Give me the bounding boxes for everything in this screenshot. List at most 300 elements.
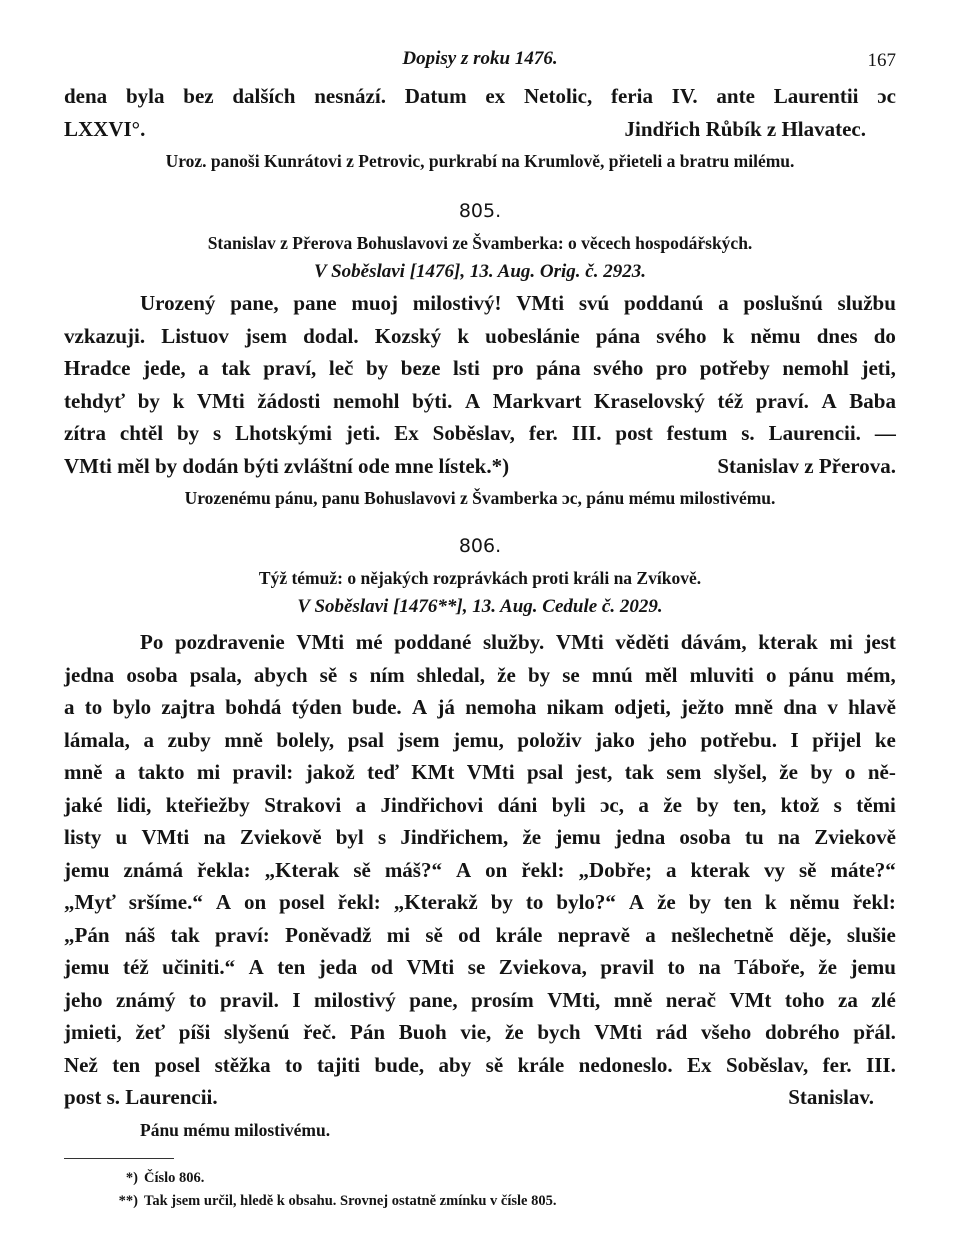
- text-line: [64, 385, 896, 418]
- word: slyšenú: [224, 1020, 290, 1044]
- word: němu: [750, 323, 801, 348]
- word: odjeti,: [614, 695, 671, 719]
- footnote: **) Tak jsem určil, hledě k obsahu. Srovnej ostatně zmínku v čísle 805.: [118, 1192, 557, 1209]
- word: mi: [829, 630, 853, 654]
- letter-number-805: 805.: [458, 200, 502, 222]
- word: jako: [595, 727, 635, 752]
- word: býti.: [412, 388, 453, 413]
- word: by: [490, 890, 513, 914]
- word: jedna: [64, 662, 115, 687]
- text-line: [64, 984, 896, 1017]
- word: Po: [140, 630, 164, 654]
- word: ɔc: [877, 84, 896, 108]
- word: Markvart: [492, 388, 582, 413]
- word: mé: [355, 630, 383, 654]
- word: službu: [837, 291, 896, 315]
- word: lámala,: [64, 727, 130, 752]
- word: a: [114, 760, 126, 784]
- word: děje,: [788, 922, 832, 947]
- word: se: [467, 955, 486, 979]
- word: k: [457, 323, 470, 348]
- word: ním: [369, 662, 405, 687]
- word: jest,: [575, 760, 613, 784]
- word: teď: [367, 760, 399, 784]
- prev-letter: [64, 80, 896, 145]
- word: k: [172, 388, 185, 413]
- word: by: [527, 662, 551, 687]
- word: Datum: [404, 84, 467, 108]
- word: kterak: [758, 630, 818, 654]
- word: vie,: [460, 1020, 492, 1044]
- word: sem: [666, 760, 702, 784]
- word: bez: [183, 84, 214, 108]
- word: Urozený: [140, 291, 216, 315]
- word: feria: [610, 84, 653, 108]
- word: VMti: [466, 760, 515, 784]
- word: VMti: [555, 630, 604, 654]
- word: A: [411, 695, 428, 719]
- word: A: [464, 388, 481, 413]
- signature: Jindřich Růbík z Hlavatec.: [624, 116, 866, 141]
- word: kterak: [690, 857, 750, 882]
- word: lidi,: [116, 792, 152, 817]
- word: jmieti,: [64, 1020, 122, 1044]
- word: Hradce: [64, 356, 131, 380]
- word: poslušnú: [743, 291, 823, 315]
- word: abych: [253, 662, 308, 687]
- footnote: *) Číslo 806.: [125, 1169, 205, 1186]
- word: že: [522, 825, 542, 849]
- word: „Kterakž: [393, 890, 478, 914]
- word: jaké: [64, 792, 103, 817]
- word: já: [437, 695, 455, 719]
- word: sě: [798, 857, 817, 882]
- word: všeho: [701, 1020, 752, 1044]
- text-line: [64, 659, 896, 692]
- word: pravil: [600, 955, 655, 979]
- word: dáni: [497, 792, 538, 817]
- word: sě: [353, 857, 371, 882]
- word: bude,: [374, 1052, 425, 1077]
- word: psala,: [189, 662, 242, 687]
- word: pro: [656, 356, 688, 380]
- word: položiv: [517, 727, 582, 752]
- word: svého: [656, 323, 707, 348]
- word: shledal,: [416, 662, 486, 687]
- text-line: [64, 352, 896, 385]
- word: Listuov: [161, 323, 229, 348]
- closing-date: LXXVI°.: [64, 116, 146, 141]
- word: k: [722, 323, 735, 348]
- word: vzkazuji.: [64, 323, 146, 348]
- word: slušie: [846, 922, 896, 947]
- word: poddané: [394, 630, 472, 654]
- word: nemohl: [782, 356, 849, 380]
- letter-805-place: V Soběslavi [1476], 13. Aug. Orig. č. 2923.: [314, 261, 646, 282]
- word: by: [688, 890, 711, 914]
- word: „Dobře;: [578, 857, 652, 882]
- word: Netolic,: [523, 84, 593, 108]
- word: přijel: [812, 727, 862, 752]
- word: dnes: [816, 323, 858, 348]
- word: on: [243, 890, 267, 914]
- word: řekl:: [852, 890, 896, 914]
- word: máte?“: [830, 857, 896, 882]
- word: jedna: [615, 825, 666, 849]
- word: zajtra: [161, 695, 215, 719]
- word: muoj: [351, 291, 399, 315]
- text-line: [64, 1016, 896, 1049]
- text-line: [64, 1049, 896, 1082]
- word: potřebu.: [700, 727, 777, 752]
- word: žádosti: [257, 388, 321, 413]
- word: VMt: [729, 987, 772, 1012]
- word: pane,: [409, 987, 458, 1012]
- prev-letter-address: Uroz. panoši Kunrátovi z Petrovic, purkrabí na Krumlově, přieteli a bratru milému.: [165, 151, 795, 171]
- word: KMt: [411, 760, 455, 784]
- letter-number-806: 806.: [458, 535, 502, 557]
- word: do: [873, 323, 896, 348]
- word: Buoh: [398, 1020, 447, 1044]
- word: Ex: [687, 1052, 712, 1077]
- word: že: [663, 792, 682, 817]
- word: jemu: [64, 857, 110, 882]
- word: byl: [335, 825, 364, 849]
- word: Strakovi: [264, 792, 342, 817]
- word: učiniti.“: [162, 955, 236, 979]
- word: by: [810, 760, 833, 784]
- word: sě: [485, 1052, 504, 1077]
- word: nikam: [546, 695, 604, 719]
- word: že: [779, 760, 798, 784]
- text-line: [64, 417, 896, 450]
- word: pána: [536, 356, 581, 380]
- word: mně: [224, 727, 263, 752]
- word: I: [790, 727, 799, 752]
- word: na: [698, 955, 721, 979]
- word: náš: [124, 922, 156, 947]
- word: Soběslav,: [432, 421, 515, 445]
- word: bohdá: [225, 695, 282, 719]
- word: že: [657, 890, 676, 914]
- word: od: [458, 922, 481, 947]
- word: a: [355, 792, 367, 817]
- word: věděti: [615, 630, 670, 654]
- word: A: [455, 857, 472, 882]
- word: s: [213, 421, 222, 445]
- word: od: [370, 955, 393, 979]
- text-line: [64, 320, 896, 353]
- word: bych: [537, 1020, 581, 1044]
- word: pane: [293, 291, 337, 315]
- word: že: [818, 955, 837, 979]
- word: A: [248, 955, 264, 979]
- word: lsti: [453, 356, 480, 380]
- word: jemu: [64, 955, 110, 979]
- word: milostivý!: [412, 291, 502, 315]
- word: Laurencii.: [768, 421, 861, 445]
- word: by: [365, 356, 389, 380]
- word: Kraselovský: [594, 388, 705, 413]
- word: týden: [291, 695, 342, 719]
- word: pravil:: [232, 760, 294, 784]
- word: jest: [864, 630, 896, 654]
- word: jeho: [64, 987, 103, 1012]
- word: slyšel,: [713, 760, 767, 784]
- word: —: [874, 421, 896, 445]
- word: tak: [170, 922, 200, 947]
- word: krále: [495, 922, 543, 947]
- text-line: [64, 626, 896, 659]
- word: mi: [386, 922, 411, 947]
- word: a: [665, 857, 677, 882]
- word: Zviekově: [814, 825, 896, 849]
- word: nerač: [665, 987, 716, 1012]
- word: VMti: [141, 825, 190, 849]
- word: by: [176, 421, 200, 445]
- word: bude.: [352, 695, 402, 719]
- word: prosím: [471, 987, 534, 1012]
- word: zlé: [871, 987, 896, 1012]
- word: tak: [221, 356, 251, 380]
- word: a: [718, 291, 729, 315]
- letter-806-summary: Týž témuž: o nějakých rozprávkách proti králi na Zvíkově.: [258, 568, 702, 588]
- word: jemu: [555, 825, 601, 849]
- word: též: [717, 388, 744, 413]
- word: posel: [279, 890, 325, 914]
- word: na: [203, 825, 226, 849]
- word: že: [497, 662, 516, 687]
- word: Ex: [394, 421, 419, 445]
- word: ten: [723, 890, 752, 914]
- word: mluviti: [689, 662, 754, 687]
- word: ktož: [780, 792, 820, 817]
- signature: Stanislav z Přerova.: [717, 453, 896, 478]
- word: dalších: [232, 84, 296, 108]
- word: fer.: [822, 1052, 852, 1077]
- word: milostivý: [314, 987, 396, 1012]
- word: ně-: [867, 760, 896, 784]
- word: ten: [277, 955, 306, 979]
- word: VMti: [296, 630, 345, 654]
- word: kteřiežby: [165, 792, 250, 817]
- word: ježto: [681, 695, 725, 719]
- word: chtěl: [119, 421, 164, 445]
- word: IV.: [671, 84, 698, 108]
- word: žeť: [135, 1020, 166, 1044]
- word: uobeslánie: [485, 323, 580, 348]
- word: zuby: [167, 727, 211, 752]
- word: nemohl: [332, 388, 400, 413]
- word: za: [838, 987, 858, 1012]
- word: to: [188, 987, 207, 1012]
- word: Zviekova,: [498, 955, 587, 979]
- word: též: [123, 955, 149, 979]
- word: praví:: [214, 922, 270, 947]
- word: bylo: [112, 695, 152, 719]
- word: s: [377, 825, 387, 849]
- word: a: [198, 356, 209, 380]
- word: posel: [154, 1052, 201, 1077]
- word: dna: [783, 695, 818, 719]
- word: A: [821, 388, 837, 413]
- letter-806-body: [64, 626, 896, 1114]
- word: píši: [178, 1020, 211, 1044]
- word: I: [292, 987, 301, 1012]
- word: pane,: [230, 291, 279, 315]
- text-line: [64, 756, 896, 789]
- word: Zviekově: [239, 825, 322, 849]
- word: s: [349, 662, 358, 687]
- running-head: [64, 46, 896, 80]
- word: k: [764, 890, 777, 914]
- letter-806-address: Pánu mému milostivému.: [140, 1119, 331, 1140]
- word: nemoha: [465, 695, 537, 719]
- word: máš?“: [384, 857, 442, 882]
- word: mně: [734, 695, 773, 719]
- word: VMti: [594, 1020, 643, 1044]
- word: a: [143, 727, 154, 752]
- page: [64, 46, 896, 1213]
- word: by: [696, 792, 719, 817]
- word: sršíme.“: [128, 890, 203, 914]
- word: ante: [716, 84, 755, 108]
- word: fer.: [528, 421, 558, 445]
- word: A: [628, 890, 645, 914]
- text-line: [64, 854, 896, 887]
- word: dobrého: [764, 1020, 840, 1044]
- text-line: [64, 886, 896, 919]
- running-title: Dopisy z roku 1476.: [402, 48, 558, 69]
- word: jede,: [143, 356, 186, 380]
- word: přál.: [853, 1020, 896, 1044]
- word: post: [615, 421, 653, 445]
- word: pozdravenie: [174, 630, 285, 654]
- word: VMti: [516, 291, 565, 315]
- text-line: [64, 789, 896, 822]
- text-line: [64, 80, 896, 113]
- word: beze: [400, 356, 441, 380]
- word: jsem: [245, 323, 287, 348]
- closing-line: [64, 113, 896, 146]
- word: Jindřichem,: [400, 825, 509, 849]
- word: zítra: [64, 421, 106, 445]
- text-line: [64, 691, 896, 724]
- word: Kozský: [374, 323, 442, 348]
- word: mnú: [591, 662, 633, 687]
- word: psal: [347, 727, 384, 752]
- word: Laurentii: [773, 84, 859, 108]
- word: bylo?“: [556, 890, 616, 914]
- word: tak: [624, 760, 654, 784]
- closing-text: VMti měl by dodán býti zvláštní ode mne lístek.*): [64, 453, 510, 478]
- word: osoba: [126, 662, 178, 687]
- word: „Myť: [64, 890, 116, 914]
- letter-805-address: Urozenému pánu, panu Bohuslavovi z Švamberka ɔc, pánu mému milostivému.: [184, 488, 776, 508]
- word: tu: [744, 825, 764, 849]
- word: jemu,: [453, 727, 504, 752]
- word: praví,: [263, 356, 317, 380]
- word: ex: [485, 84, 506, 108]
- word: mně: [613, 987, 653, 1012]
- word: Baba: [849, 388, 896, 413]
- word: aby: [438, 1052, 472, 1077]
- word: u: [115, 825, 128, 849]
- word: dena: [64, 84, 108, 108]
- word: III.: [866, 1052, 896, 1077]
- word: Pán: [350, 1020, 386, 1044]
- letter-805-body: [64, 287, 896, 482]
- word: jakož: [305, 760, 355, 784]
- word: že: [504, 1020, 524, 1044]
- word: to: [525, 890, 544, 914]
- word: o: [844, 760, 856, 784]
- word: A: [215, 890, 231, 914]
- word: byla: [125, 84, 165, 108]
- word: nešlechetně: [670, 922, 774, 947]
- word: v: [827, 695, 838, 719]
- word: jeho: [648, 727, 687, 752]
- word: řekl:: [521, 857, 565, 882]
- page-number: 167: [867, 50, 896, 71]
- word: to: [667, 955, 686, 979]
- word: nesnází.: [314, 84, 386, 108]
- word: VMti: [196, 388, 245, 413]
- word: ten,: [733, 792, 767, 817]
- word: rád: [655, 1020, 688, 1044]
- word: ɔc,: [600, 792, 624, 817]
- word: jeti,: [861, 356, 896, 380]
- word: „Kterak: [264, 857, 340, 882]
- word: dávám,: [680, 630, 747, 654]
- word: nepravě: [557, 922, 630, 947]
- word: tehdyť: [64, 388, 126, 413]
- word: na: [777, 825, 801, 849]
- word: potřeby: [699, 356, 770, 380]
- word: známá: [123, 857, 183, 882]
- word: VMti: [406, 955, 455, 979]
- word: byli: [551, 792, 586, 817]
- word: to: [84, 695, 103, 719]
- word: svú: [578, 291, 610, 315]
- word: ten: [112, 1052, 141, 1077]
- word: „Pán: [64, 922, 110, 947]
- word: pro: [492, 356, 524, 380]
- word: vy: [763, 857, 785, 882]
- word: tajiti: [316, 1052, 361, 1077]
- word: hlavě: [848, 695, 896, 719]
- word: takto: [137, 760, 185, 784]
- word: jeti.: [345, 421, 381, 445]
- word: mém,: [846, 662, 896, 687]
- word: jsem: [397, 727, 440, 752]
- word: by: [137, 388, 160, 413]
- word: dodal.: [303, 323, 359, 348]
- word: s.: [741, 421, 755, 445]
- word: Lhotskými: [235, 421, 332, 445]
- word: stěžka: [214, 1052, 271, 1077]
- text-line: [64, 821, 896, 854]
- word: toho: [784, 987, 825, 1012]
- word: mi: [196, 760, 221, 784]
- word: těmi: [856, 792, 896, 817]
- word: řeč.: [303, 1020, 337, 1044]
- text-line: [64, 287, 896, 320]
- text-line: [64, 919, 896, 952]
- word: pánu: [788, 662, 835, 687]
- word: bolely,: [276, 727, 335, 752]
- word: sě: [425, 922, 443, 947]
